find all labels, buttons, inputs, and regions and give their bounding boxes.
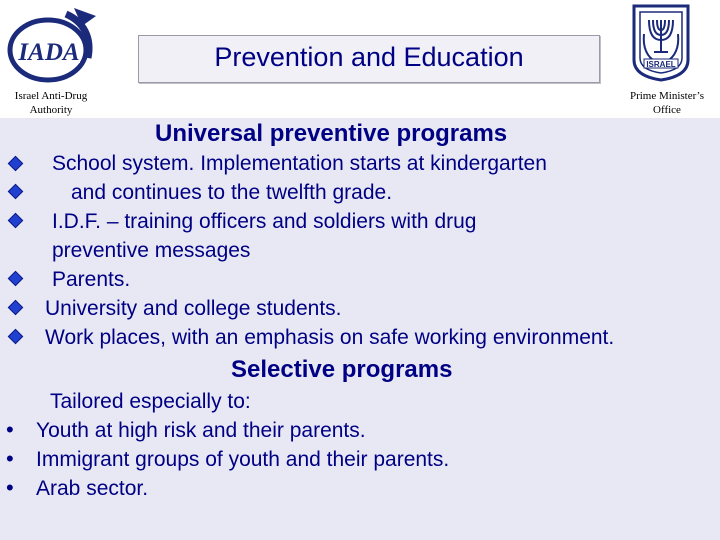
- state-emblem-logo: [630, 4, 692, 82]
- iada-logo: [4, 6, 98, 86]
- title-box: [138, 35, 600, 83]
- selective-intro: Tailored especially to:: [50, 390, 251, 413]
- dot-bullet-icon: •: [6, 446, 14, 471]
- left-org-caption: Israel Anti-Drug Authority: [14, 90, 88, 116]
- universal-line-5: Parents.: [52, 268, 131, 291]
- universal-line-2: and continues to the twelfth grade.: [71, 181, 393, 204]
- universal-line-7: Work places, with an emphasis on safe working environment.: [45, 326, 615, 349]
- selective-item-1: Youth at high risk and their parents.: [36, 419, 366, 442]
- selective-item-2: Immigrant groups of youth and their parents.: [36, 448, 450, 471]
- selective-heading: Selective programs: [231, 356, 453, 383]
- universal-heading: Universal preventive programs: [155, 120, 508, 147]
- svg-text:ISRAEL: ISRAEL: [646, 60, 676, 69]
- svg-text:IADA: IADA: [18, 39, 80, 66]
- slide-title: Prevention and Education: [214, 42, 524, 72]
- universal-line-3: I.D.F. – training officers and soldiers with drug: [52, 210, 477, 233]
- selective-item-3: Arab sector.: [36, 477, 149, 500]
- dot-bullet-icon: •: [6, 417, 14, 442]
- universal-line-6: University and college students.: [45, 297, 342, 320]
- right-org-caption: Prime Minister’s Office: [629, 90, 705, 116]
- dot-bullet-icon: •: [6, 475, 14, 500]
- universal-line-4: preventive messages: [52, 239, 251, 262]
- universal-line-1: School system. Implementation starts at kindergarten: [52, 152, 547, 175]
